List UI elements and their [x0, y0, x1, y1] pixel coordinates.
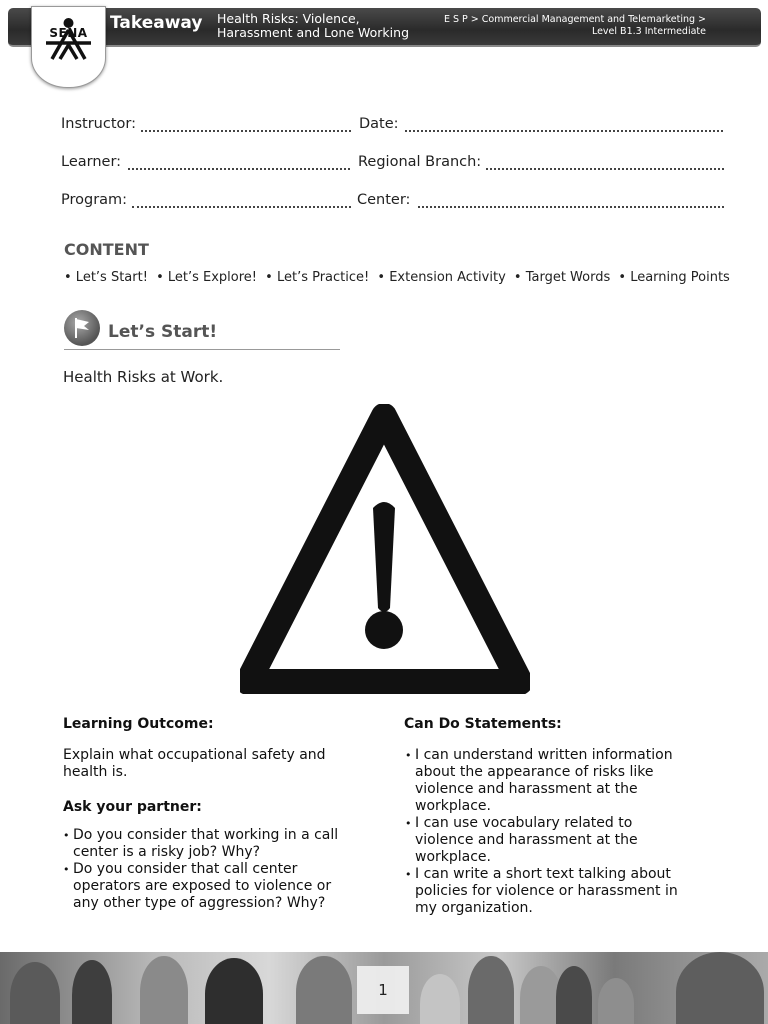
flag-icon	[64, 310, 100, 346]
center-label: Center:	[357, 192, 411, 208]
can-do-list	[405, 747, 695, 917]
center-field[interactable]	[418, 206, 724, 208]
date-label: Date:	[359, 116, 399, 132]
breadcrumb-line-1: E S P > Commercial Management and Telemarketing >	[443, 14, 706, 25]
content-item[interactable]: • Let’s Practice!	[265, 270, 370, 285]
person-figure	[598, 978, 634, 1024]
list-item: • I can use vocabulary related to violence and harassment at the workplace.	[405, 815, 695, 866]
program-label: Program:	[61, 192, 128, 208]
learner-field[interactable]	[128, 168, 350, 170]
learning-outcome-text: Explain what occupational safety and health is.	[63, 747, 326, 780]
sena-logo	[31, 6, 106, 88]
content-item[interactable]: • Target Words	[513, 270, 611, 285]
person-figure	[556, 966, 592, 1024]
date-field[interactable]	[405, 130, 723, 132]
ask-partner-heading: Ask your partner:	[63, 799, 202, 815]
breadcrumb	[386, 14, 706, 38]
list-item: • I can write a short text talking about policies for violence or harassment in my organization.	[405, 866, 695, 917]
instructor-label: Instructor:	[61, 116, 136, 132]
person-figure	[420, 974, 460, 1024]
person-figure	[10, 962, 60, 1024]
list-item: • Do you consider that working in a call center is a risky job? Why?	[63, 827, 355, 861]
learning-outcome-heading: Learning Outcome:	[63, 716, 214, 732]
content-item[interactable]: • Learning Points	[618, 270, 730, 285]
person-figure	[676, 952, 764, 1024]
section-header	[64, 310, 340, 352]
list-item: • Do you consider that call center operators are exposed to violence or any other type of aggression? Why?	[63, 861, 355, 912]
program-field[interactable]	[132, 206, 351, 208]
person-figure	[205, 958, 263, 1024]
topic-line-2: Harassment and Lone Working	[217, 25, 409, 40]
page-number: 1	[357, 966, 409, 1014]
list-item: • I can understand written information about the appearance of risks like violence and harassment at the workplace.	[405, 747, 695, 815]
content-item[interactable]: • Let’s Explore!	[156, 270, 258, 285]
page-title: Takeaway	[110, 13, 203, 33]
partner-questions	[63, 827, 355, 912]
warning-icon	[240, 404, 530, 698]
section-subtitle: Health Risks at Work.	[63, 368, 224, 386]
person-figure	[468, 956, 514, 1024]
content-item[interactable]: • Let’s Start!	[64, 270, 148, 285]
content-heading: CONTENT	[64, 240, 149, 259]
content-list	[64, 270, 734, 285]
can-do-heading: Can Do Statements:	[404, 716, 562, 732]
logo-text: SENA	[49, 26, 88, 40]
regional-branch-label: Regional Branch:	[358, 154, 482, 170]
person-figure	[72, 960, 112, 1024]
person-figure	[296, 956, 352, 1024]
section-title: Let’s Start!	[108, 322, 218, 342]
breadcrumb-line-2: Level B1.3 Intermediate	[591, 26, 706, 37]
instructor-field[interactable]	[141, 130, 351, 132]
regional-branch-field[interactable]	[486, 168, 724, 170]
learner-label: Learner:	[61, 154, 122, 170]
content-item[interactable]: • Extension Activity	[377, 270, 506, 285]
topic-line-1: Health Risks: Violence,	[217, 11, 360, 26]
section-divider	[64, 349, 340, 350]
person-figure	[140, 956, 188, 1024]
